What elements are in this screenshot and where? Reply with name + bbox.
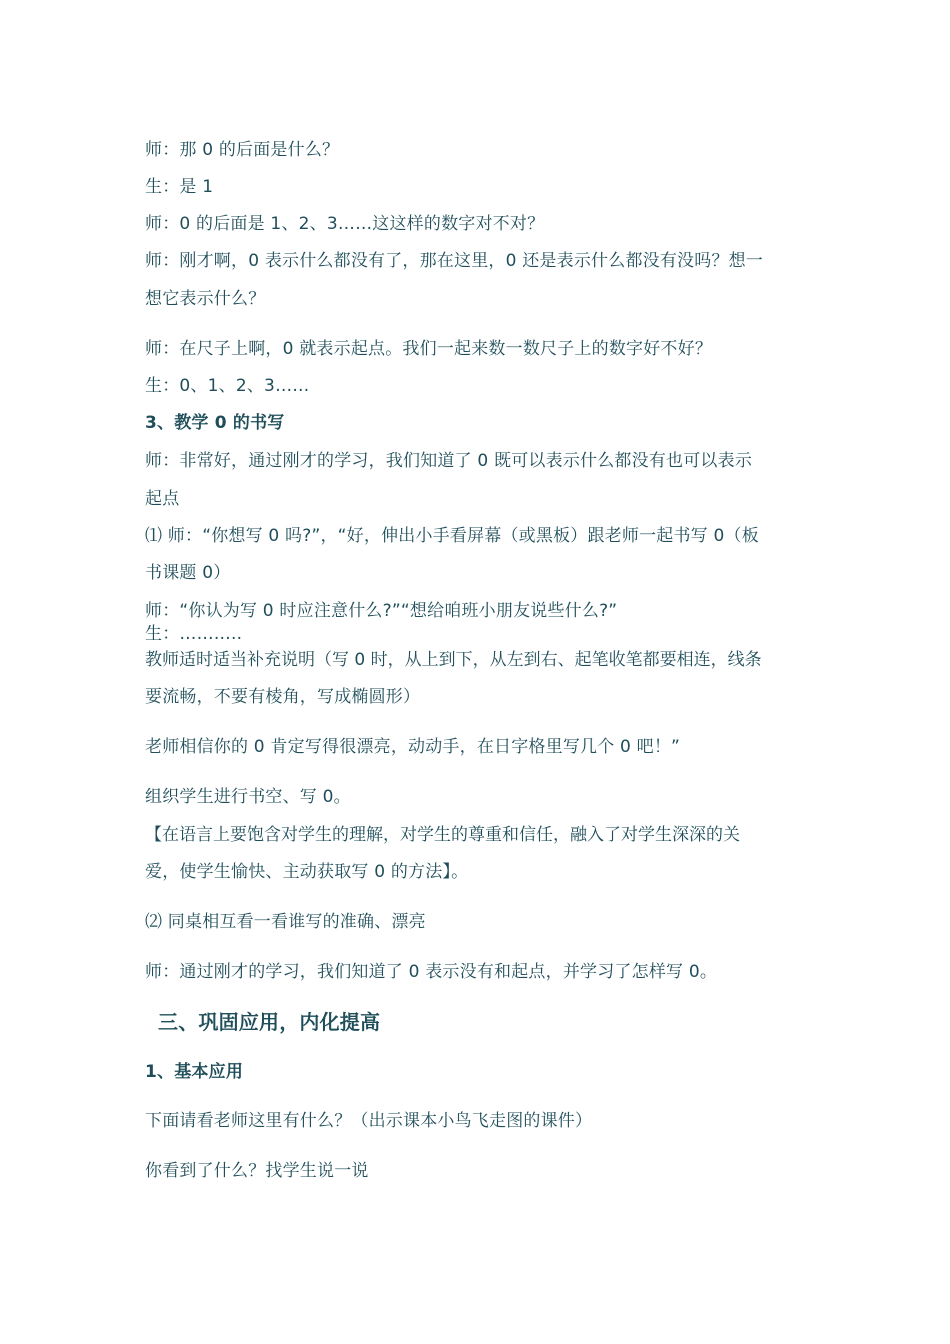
section-heading: 三、巩固应用，内化提高 — [158, 1010, 381, 1034]
instruction-line: 组织学生进行书空、写 0。 — [145, 787, 351, 807]
dialogue-line: 师：“你认为写 0 时应注意什么?”“想给咱班小朋友说些什么?” — [145, 601, 618, 621]
dialogue-line-continuation: 书课题 0） — [145, 563, 231, 583]
instruction-line: ⑵ 同桌相互看一看谁写的准确、漂亮 — [145, 912, 426, 932]
dialogue-line-continuation: 起点 — [145, 489, 180, 509]
section-subheading: 3、教学 0 的书写 — [145, 413, 285, 433]
dialogue-line: 师：通过刚才的学习，我们知道了 0 表示没有和起点，并学习了怎样写 0。 — [145, 962, 718, 982]
commentary-line: 【在语言上要饱含对学生的理解，对学生的尊重和信任，融入了对学生深深的关 — [145, 825, 740, 845]
dialogue-line: 师：非常好，通过刚才的学习，我们知道了 0 既可以表示什么都没有也可以表示 — [145, 451, 753, 471]
dialogue-line: 师：0 的后面是 1、2、3……这这样的数字对不对？ — [145, 214, 545, 234]
teacher-note-continuation: 要流畅，不要有棱角，写成椭圆形） — [145, 687, 421, 707]
commentary-continuation: 爱，使学生愉快、主动获取写 0 的方法】。 — [145, 862, 469, 882]
dialogue-line-continuation: 想它表示什么？ — [145, 289, 266, 309]
dialogue-line: 师：在尺子上啊，0 就表示起点。我们一起来数一数尺子上的数字好不好？ — [145, 339, 713, 359]
dialogue-line: 师：刚才啊，0 表示什么都没有了，那在这里，0 还是表示什么都没有没吗？想一 — [145, 251, 764, 271]
dialogue-line: 师：那 0 的后面是什么？ — [145, 140, 340, 160]
dialogue-line: 生：0、1、2、3…… — [145, 376, 310, 396]
teacher-note-line: 教师适时适当补充说明（写 0 时，从上到下，从左到右、起笔收笔都要相连，线条 — [145, 650, 762, 670]
section-subheading: 1、基本应用 — [145, 1062, 244, 1082]
dialogue-line: 生：是 1 — [145, 177, 214, 197]
instruction-line: 你看到了什么？找学生说一说 — [145, 1161, 369, 1181]
instruction-line: 下面请看老师这里有什么？（出示课本小鸟飞走图的课件） — [145, 1111, 593, 1131]
dialogue-line: 老师相信你的 0 肯定写得很漂亮，动动手，在日字格里写几个 0 吧！” — [145, 737, 681, 757]
dialogue-line: ⑴ 师：“你想写 0 吗?”，“好，伸出小手看屏幕（或黑板）跟老师一起书写 0（板 — [145, 526, 759, 546]
dialogue-line: 生：……….. — [145, 624, 243, 644]
